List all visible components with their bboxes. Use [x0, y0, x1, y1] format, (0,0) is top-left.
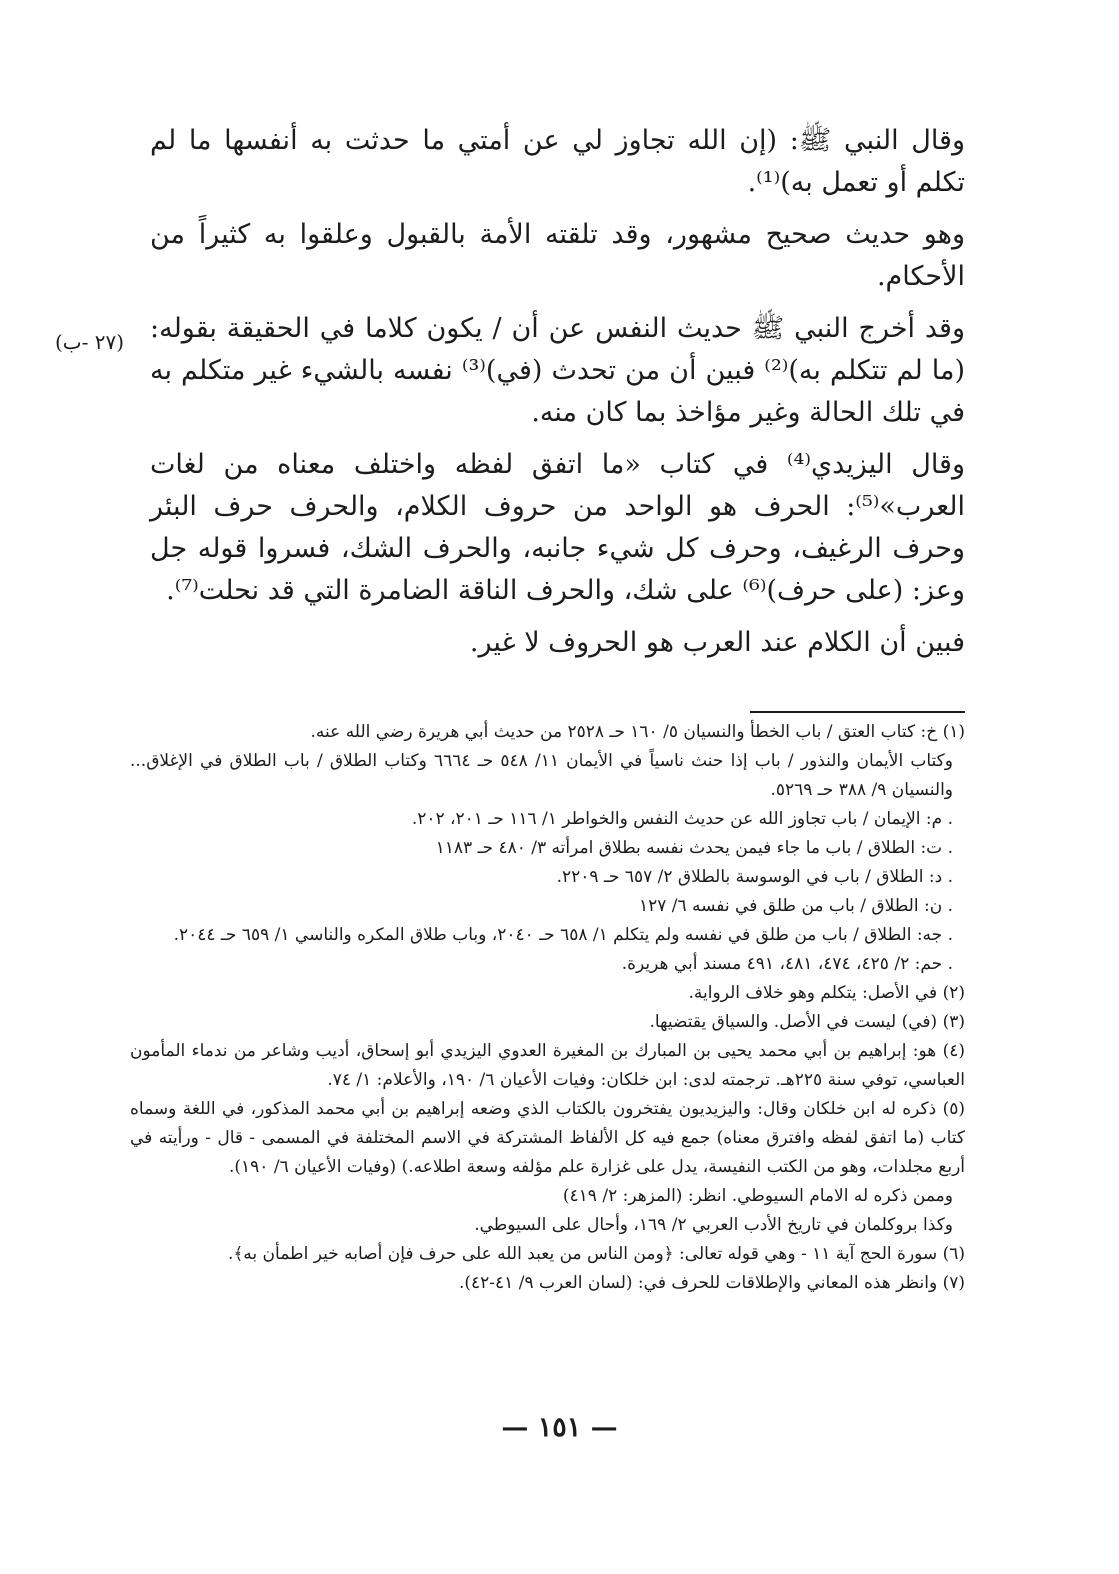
- footnote: (٢) في الأصل: يتكلم وهو خلاف الرواية.: [688, 983, 965, 1003]
- footnote: وممن ذكره له الامام السيوطي. انظر: (المزهر: ٢/ ٤١٩): [562, 1186, 953, 1206]
- paragraph: فبين أن الكلام عند العرب هو الحروف لا غير.: [469, 627, 965, 658]
- page-number: — ١٥١ —: [501, 1412, 618, 1443]
- footnote: (٥) ذكره له ابن خلكان وقال: واليزيديون يفتخرون بالكتاب الذي وضعه إبراهيم بن أبي محمد المذكور، في اللغة وسماه كتاب (ما اتفق لفظه وافترق معناه) جمع فيه كل الألفاظ المشتركة في الاسم المختلفة في المسمى - قال - ورأيته في أربع مجلدات، وهو من الكتب النفيسة، يدل على غزارة علم مؤلفه وسعة اطلاعه.) (وفيات الأعيان ٦/ ١٩٠).: [130, 1099, 965, 1177]
- footnote: . جه: الطلاق / باب من طلق في نفسه ولم يتكلم ١/ ٦٥٨ حـ ٢٠٤٠، وباب طلاق المكره والناسي ١/ ٦٥٩ حـ ٢٠٤٤.: [173, 925, 953, 945]
- paragraph: وهو حديث صحيح مشهور، وقد تلقته الأمة بالقبول وعلقوا به كثيراً من الأحكام.: [150, 219, 965, 292]
- paragraph: وقال اليزيدي⁽⁴⁾ في كتاب «ما اتفق لفظه واختلف معناه من لغات العرب»⁽⁵⁾: الحرف هو الواحد من حروف الكلام، والحرف حرف البئر وحرف الرغيف، وحرف كل شيء جانبه، والحرف الشك، فسروا قوله جل وعز: (على حرف)⁽⁶⁾ على شك، والحرف الناقة الضامرة التي قد نحلت⁽⁷⁾.: [150, 449, 965, 606]
- footnote: . د: الطلاق / باب في الوسوسة بالطلاق ٢/ ٦٥٧ حـ ٢٢٠٩.: [556, 867, 953, 887]
- footnotes: [130, 718, 965, 1298]
- footnote: . ت: الطلاق / باب ما جاء فيمن يحدث نفسه بطلاق امرأته ٣/ ٤٨٠ حـ ١١٨٣: [435, 838, 953, 858]
- footnote: (٧) وانظر هذه المعاني والإطلاقات للحرف في: (لسان العرب ٩/ ٤١-٤٢).: [458, 1273, 965, 1293]
- footnote: . ن: الطلاق / باب من طلق في نفسه ٦/ ١٢٧: [638, 896, 953, 916]
- margin-folio-note: (٢٧ -ب): [55, 330, 125, 354]
- footnote: (٣) (في) ليست في الأصل. والسياق يقتضيها.: [649, 1012, 965, 1032]
- footnote: (٦) سورة الحج آية ١١ - وهي قوله تعالى: ﴿ومن الناس من يعبد الله على حرف فإن أصابه خير اطمأن به﴾.: [227, 1244, 965, 1264]
- paragraph: وقد أخرج النبي ﷺ حديث النفس عن أن / يكون كلاما في الحقيقة بقوله: (ما لم تتكلم به)⁽²⁾ فبين أن من تحدث (في)⁽³⁾ نفسه بالشيء غير متكلم به في تلك الحالة وغير مؤاخذ بما كان منه.: [150, 313, 965, 428]
- footnote: . م: الإيمان / باب تجاوز الله عن حديث النفس والخواطر ١/ ١١٦ حـ ٢٠١، ٢٠٢.: [411, 809, 953, 829]
- footnote: (١) خ: كتاب العتق / باب الخطأ والنسيان ٥/ ١٦٠ حـ ٢٥٢٨ من حديث أبي هريرة رضي الله عنه.: [310, 722, 965, 742]
- main-text: [150, 120, 965, 674]
- footnote: وكذا بروكلمان في تاريخ الأدب العربي ٢/ ١٦٩، وأحال على السيوطي.: [474, 1215, 953, 1235]
- footnote: . حم: ٢/ ٤٢٥، ٤٧٤، ٤٨١، ٤٩١ مسند أبي هريرة.: [621, 954, 953, 974]
- paragraph: وقال النبي ﷺ: (إن الله تجاوز لي عن أمتي ما حدثت به أنفسها ما لم تكلم أو تعمل به)⁽¹⁾.: [150, 125, 965, 198]
- footnote: (٤) هو: إبراهيم بن أبي محمد يحيى بن المبارك بن المغيرة العدوي اليزيدي أبو إسحاق، أديب وشاعر من ندماء المأمون العباسي، توفي سنة ٢٢٥هـ. ترجمته لدى: ابن خلكان: وفيات الأعيان ٦/ ١٩٠، والأعلام: ١/ ٧٤.: [130, 1041, 965, 1090]
- footnote-separator: [750, 711, 965, 713]
- footnote: وكتاب الأيمان والنذور / باب إذا حنث ناسياً في الأيمان ١١/ ٥٤٨ حـ ٦٦٦٤ وكتاب الطلاق / باب الطلاق في الإغلاق... والنسيان ٩/ ٣٨٨ حـ ٥٢٦٩.: [130, 751, 953, 800]
